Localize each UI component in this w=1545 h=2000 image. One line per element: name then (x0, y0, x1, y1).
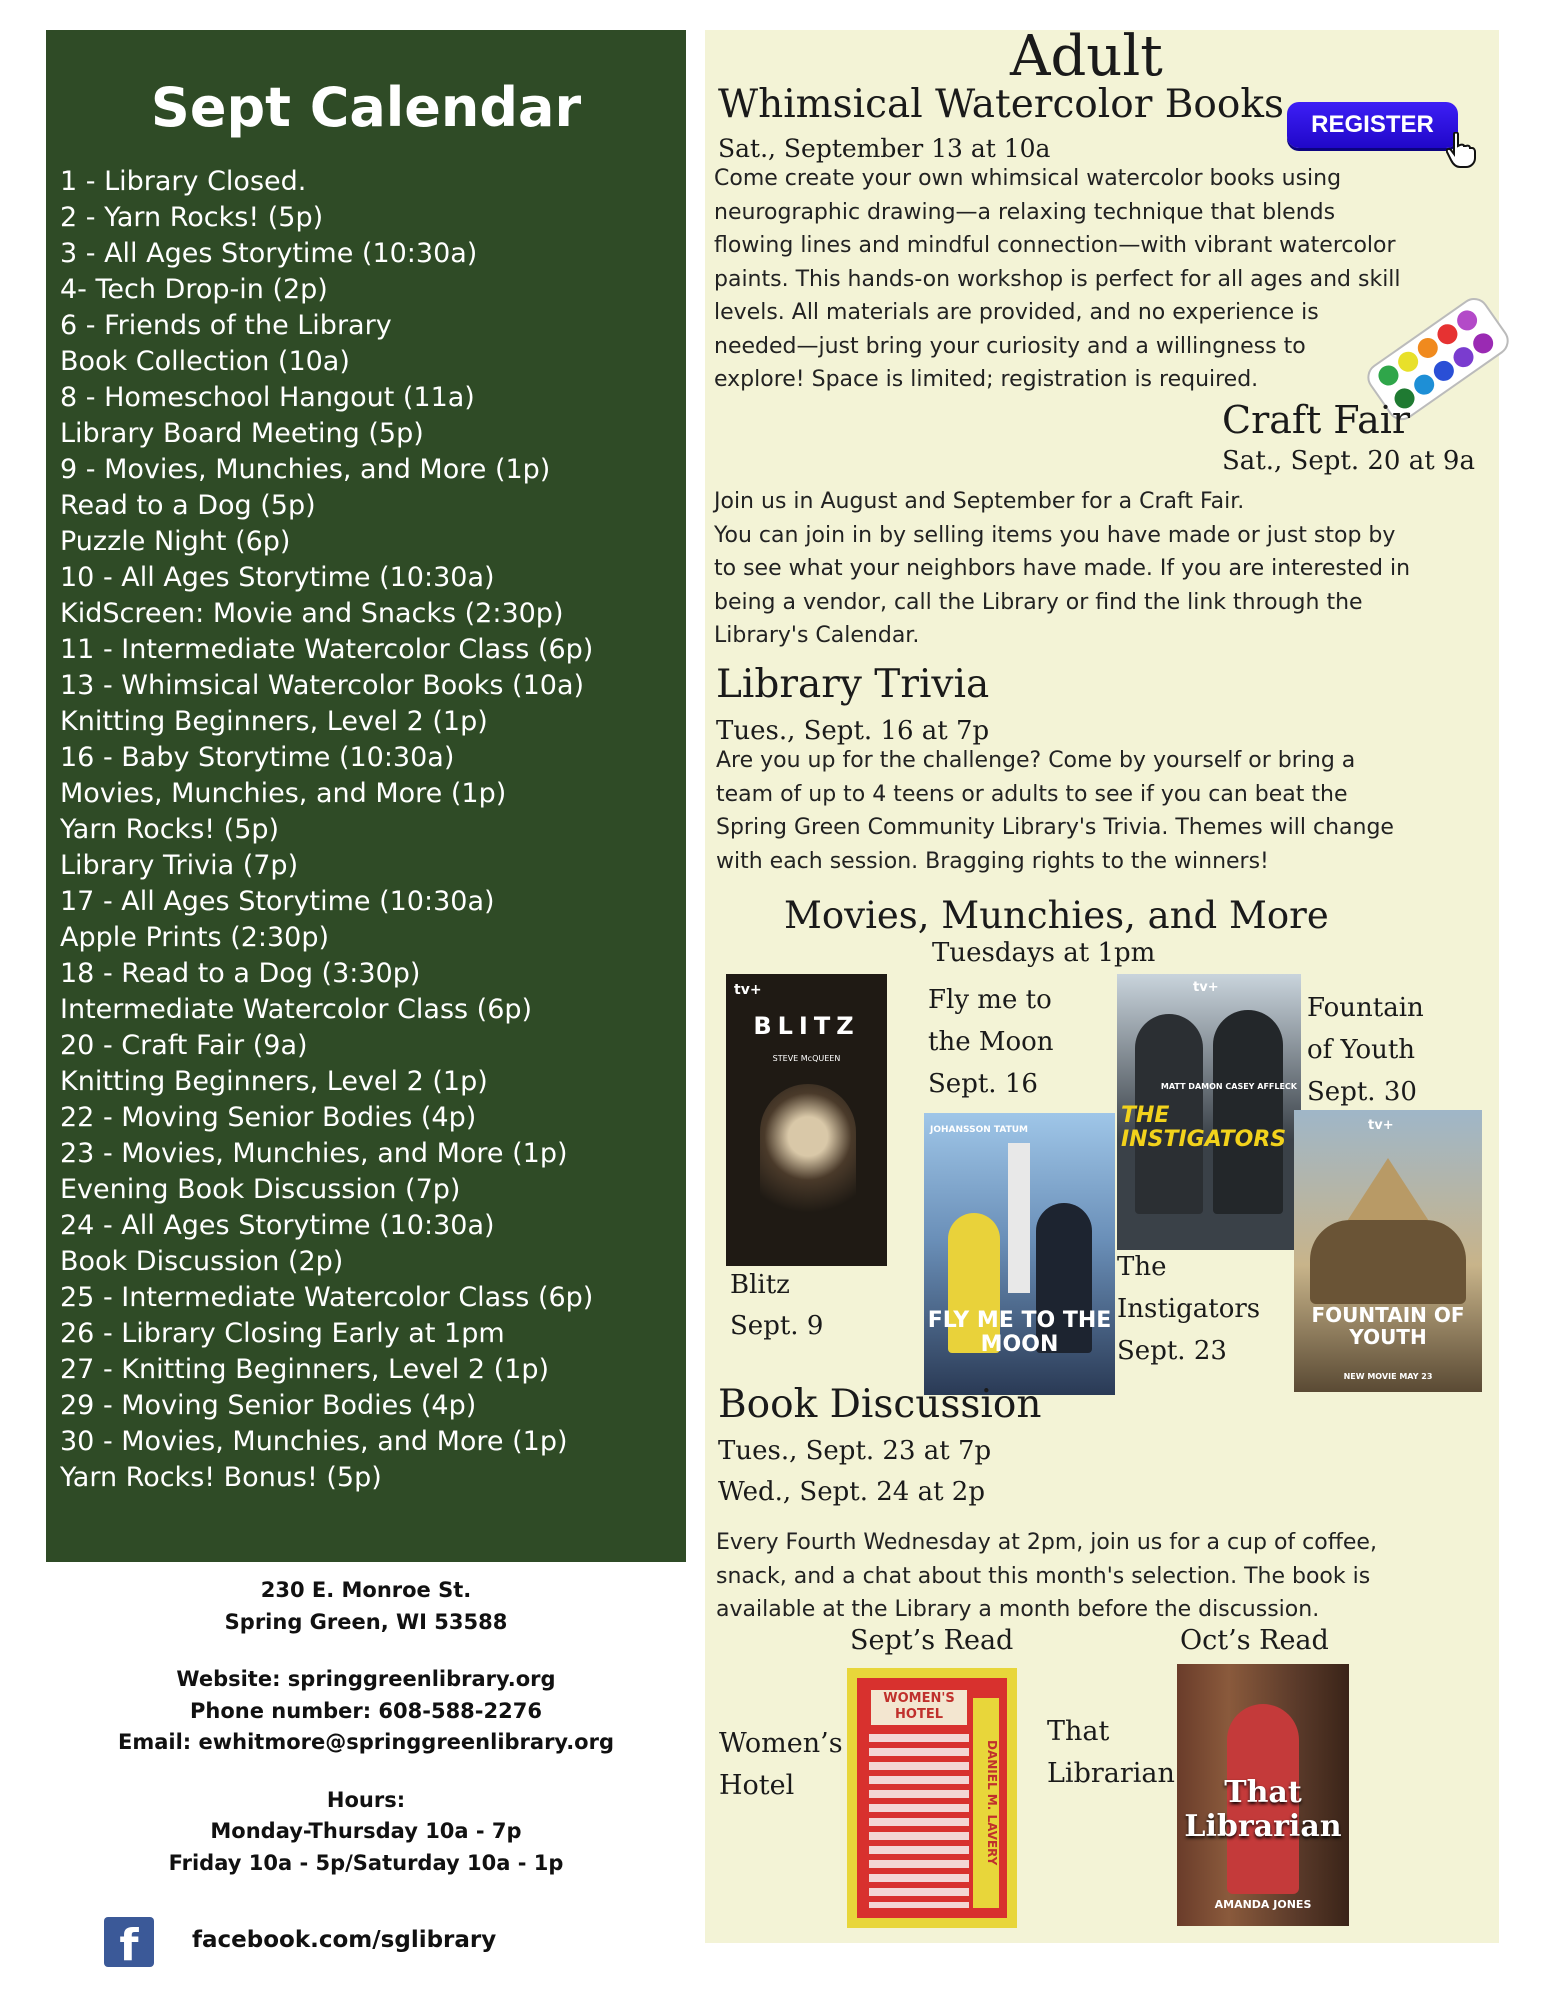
book-discussion-title: Book Discussion (718, 1382, 1042, 1427)
hours-weekday: Monday-Thursday 10a - 7p (210, 1819, 522, 1843)
email-text[interactable]: Email: ewhitmore@springgreenlibrary.org (117, 1730, 614, 1754)
sept-book-name-1: Women’s (719, 1728, 843, 1759)
hand-cursor-icon (1446, 132, 1476, 168)
hours-label: Hours: (326, 1787, 406, 1812)
fountain-figures (1310, 1220, 1466, 1304)
calendar-item: 6 - Friends of the Library (60, 310, 392, 341)
address-line-1: 230 E. Monroe St. (260, 1578, 472, 1602)
womens-hotel-windows (869, 1728, 969, 1908)
book-discussion-date-2: Wed., Sept. 24 at 2p (718, 1477, 985, 1507)
calendar-item: 13 - Whimsical Watercolor Books (10a) (60, 670, 585, 701)
fountain-date: Sept. 30 (1307, 1077, 1417, 1107)
facebook-link[interactable]: facebook.com/sglibrary (192, 1927, 497, 1953)
calendar-item: Evening Book Discussion (7p) (60, 1174, 461, 1205)
calendar-item: Movies, Munchies, and More (1p) (60, 778, 507, 809)
instigators-name-2: Instigators (1117, 1294, 1261, 1324)
fountain-name-2: of Youth (1307, 1035, 1416, 1065)
fly-me-name-1: Fly me to (928, 985, 1052, 1015)
calendar-item: 27 - Knitting Beginners, Level 2 (1p) (60, 1354, 550, 1385)
watercolor-date: Sat., September 13 at 10a (718, 134, 1051, 163)
sept-read-label: Sept’s Read (850, 1625, 1014, 1656)
calendar-item: KidScreen: Movie and Snacks (2:30p) (60, 598, 564, 629)
address-line-2: Spring Green, WI 53588 (224, 1609, 508, 1634)
book-discussion-description: Every Fourth Wednesday at 2pm, join us for a cup of coffee, snack, and a chat about this month's selection. The book is available at the Library a month before the discussion. (716, 1530, 1377, 1622)
calendar-list (60, 164, 593, 1496)
calendar-item: 4- Tech Drop-in (2p) (60, 274, 328, 305)
calendar-item: Read to a Dog (5p) (60, 490, 316, 521)
calendar-item: 20 - Craft Fair (9a) (60, 1030, 308, 1061)
that-librarian-cover: That Librarian AMANDA JONES (1177, 1664, 1349, 1926)
fly-me-name-2: the Moon (928, 1027, 1054, 1057)
contact-block (46, 1575, 686, 1879)
calendar-item: 10 - All Ages Storytime (10:30a) (60, 562, 495, 593)
instigators-name-1: The (1117, 1252, 1167, 1282)
calendar-item: 30 - Movies, Munchies, and More (1p) (60, 1426, 568, 1457)
calendar-item: 26 - Library Closing Early at 1pm (60, 1318, 505, 1349)
trivia-description: Are you up for the challenge? Come by yourself or bring a team of up to 4 teens or adults to see if you can beat the Spring Green Community Library's Trivia. Themes will change with each session. Bragging rights to the winners! (716, 748, 1394, 874)
oct-book-name-2: Librarian (1047, 1758, 1175, 1789)
fountain-name-1: Fountain (1307, 993, 1424, 1023)
trivia-title: Library Trivia (716, 662, 990, 707)
calendar-item: 11 - Intermediate Watercolor Class (6p) (60, 634, 594, 665)
calendar-item: Puzzle Night (6p) (60, 526, 291, 557)
calendar-item: 9 - Movies, Munchies, and More (1p) (60, 454, 551, 485)
calendar-item: 2 - Yarn Rocks! (5p) (60, 202, 324, 233)
womens-hotel-cover-title: WOMEN'S HOTEL (871, 1690, 967, 1725)
that-librarian-cover-title: That Librarian (1184, 1775, 1342, 1844)
instigators-date: Sept. 23 (1117, 1336, 1227, 1366)
fountain-poster: tv+ FOUNTAIN OF YOUTH NEW MOVIE MAY 23 (1294, 1110, 1482, 1392)
calendar-item: Library Trivia (7p) (60, 850, 299, 881)
blitz-poster-art (760, 1084, 856, 1234)
calendar-panel (46, 30, 686, 1562)
calendar-item: 18 - Read to a Dog (3:30p) (60, 958, 421, 989)
register-button[interactable]: REGISTER (1287, 102, 1458, 148)
fly-me-rocket (1008, 1143, 1030, 1293)
calendar-item: 17 - All Ages Storytime (10:30a) (60, 886, 495, 917)
trivia-date: Tues., Sept. 16 at 7p (716, 716, 990, 746)
calendar-item: 25 - Intermediate Watercolor Class (6p) (60, 1282, 594, 1313)
movies-subtitle: Tuesdays at 1pm (932, 938, 1156, 968)
calendar-item: 23 - Movies, Munchies, and More (1p) (60, 1138, 568, 1169)
womens-hotel-cover-author: DANIEL M. LAVERY (973, 1698, 999, 1908)
book-discussion-date-1: Tues., Sept. 23 at 7p (718, 1436, 992, 1466)
calendar-item: Yarn Rocks! Bonus! (5p) (60, 1462, 382, 1493)
craft-fair-date: Sat., Sept. 20 at 9a (1222, 446, 1475, 476)
phone-text: Phone number: 608-588-2276 (190, 1698, 542, 1723)
oct-read-label: Oct’s Read (1180, 1625, 1329, 1656)
calendar-title: Sept Calendar (150, 76, 582, 139)
oct-book-name-1: That (1047, 1716, 1110, 1747)
watercolor-title: Whimsical Watercolor Books (718, 82, 1285, 127)
calendar-item: Book Discussion (2p) (60, 1246, 344, 1277)
calendar-item: Yarn Rocks! (5p) (60, 814, 280, 845)
calendar-item: 8 - Homeschool Hangout (11a) (60, 382, 475, 413)
womens-hotel-cover (847, 1668, 1017, 1928)
calendar-item: Intermediate Watercolor Class (6p) (60, 994, 533, 1025)
hours-weekend: Friday 10a - 5p/Saturday 10a - 1p (168, 1850, 564, 1875)
calendar-item: Knitting Beginners, Level 2 (1p) (60, 706, 488, 737)
calendar-item: 29 - Moving Senior Bodies (4p) (60, 1390, 477, 1421)
fly-me-date: Sept. 16 (928, 1069, 1038, 1099)
calendar-item: 22 - Moving Senior Bodies (4p) (60, 1102, 477, 1133)
watercolor-description: Come create your own whimsical watercolor books using neurographic drawing—a relaxing technique that blends flowing lines and mindful connection—with vibrant watercolor paints. This hands-on workshop is perfect for all ages and skill levels. All materials are provided, and no experience is needed—just bring your curiosity and a willingness to explore! Space is limited; registration is required. (714, 166, 1401, 392)
calendar-item: Book Collection (10a) (60, 346, 350, 377)
movies-title: Movies, Munchies, and More (784, 894, 1329, 937)
craft-fair-title: Craft Fair (1222, 398, 1411, 442)
website-text[interactable]: Website: springgreenlibrary.org (176, 1667, 556, 1691)
calendar-item: Knitting Beginners, Level 2 (1p) (60, 1066, 488, 1097)
blitz-date: Sept. 9 (730, 1311, 824, 1341)
blitz-name: Blitz (730, 1270, 790, 1300)
sept-book-name-2: Hotel (719, 1770, 795, 1801)
fly-me-poster: JOHANSSON TATUM FLY ME TO THE MOON (924, 1113, 1115, 1395)
calendar-item: Apple Prints (2:30p) (60, 922, 330, 953)
blitz-poster: tv+ BLITZ STEVE McQUEEN (726, 974, 887, 1266)
craft-fair-description: Join us in August and September for a Craft Fair. You can join in by selling items you have made or just stop by to see what your neighbors have made. If you are interested in being a vendor, call the Library or find the link through the Library's Calendar. (714, 489, 1411, 648)
calendar-item: 3 - All Ages Storytime (10:30a) (60, 238, 478, 269)
calendar-item: 24 - All Ages Storytime (10:30a) (60, 1210, 495, 1241)
calendar-item: Library Board Meeting (5p) (60, 418, 424, 449)
facebook-icon[interactable]: f (104, 1917, 154, 1967)
calendar-item: 1 - Library Closed. (60, 166, 307, 197)
instigators-poster: tv+ MATT DAMON CASEY AFFLECK THE INSTIGATORS (1117, 974, 1301, 1250)
adult-heading: Adult (1010, 24, 1163, 89)
calendar-item: 16 - Baby Storytime (10:30a) (60, 742, 455, 773)
